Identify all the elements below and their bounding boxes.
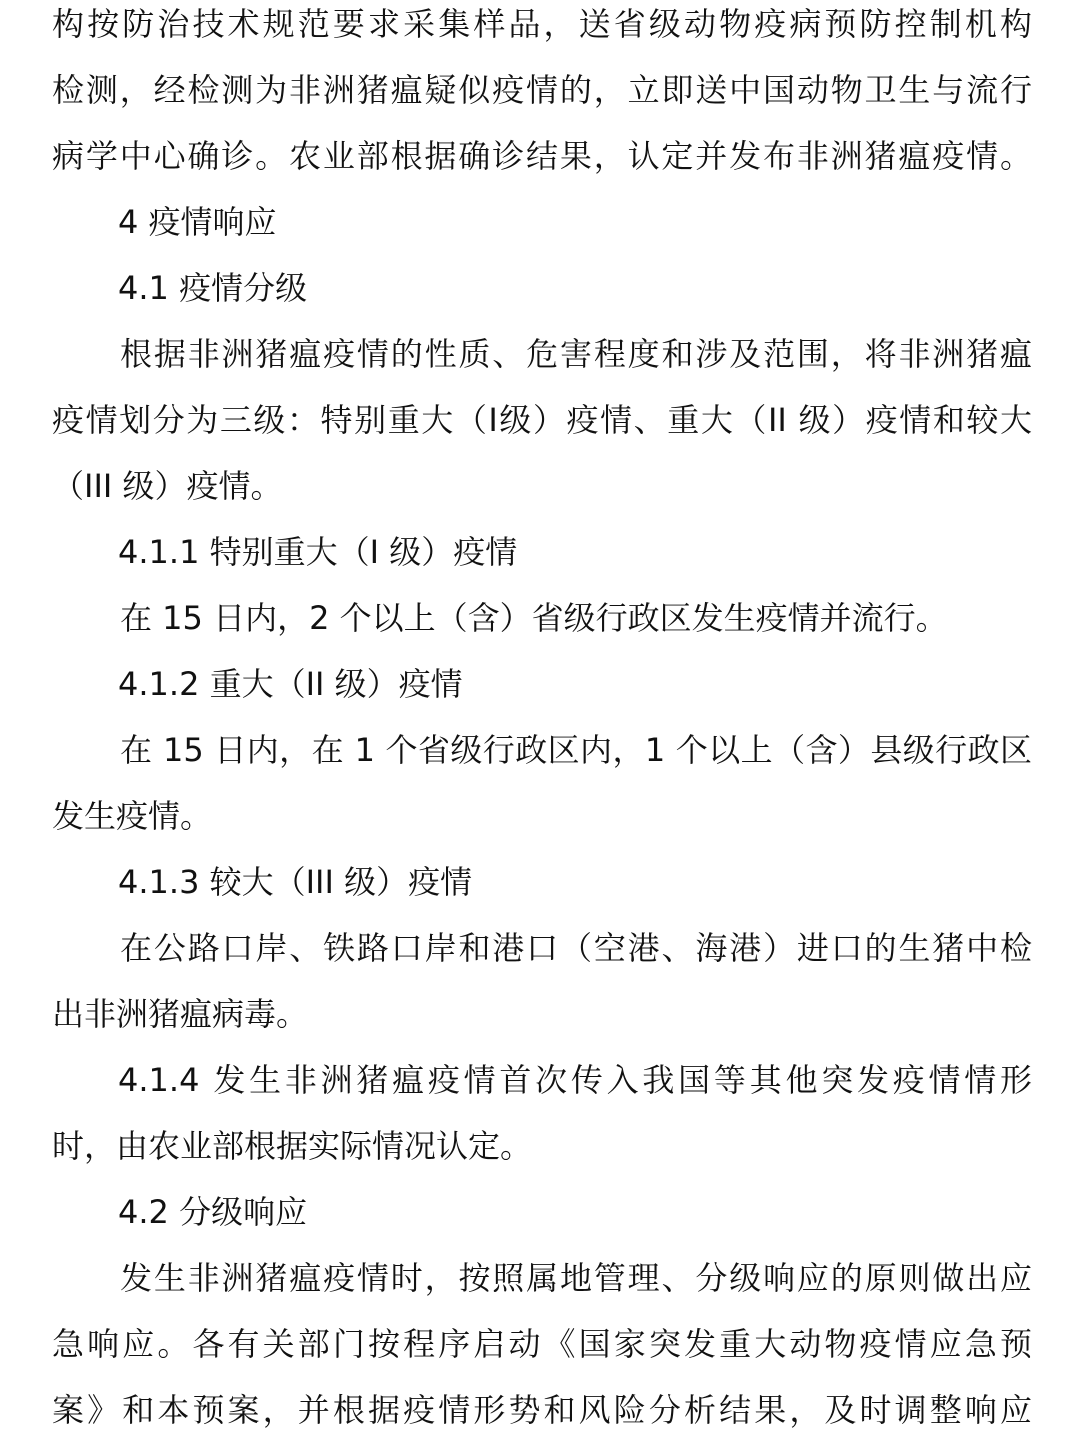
paragraph-line: 病学中心确诊。农业部根据确诊结果，认定并发布非洲猪瘟疫情。 [52, 137, 1032, 175]
paragraph-line: 在 15 日内，2 个以上（含）省级行政区发生疫情并流行。 [120, 599, 948, 637]
paragraph-line: 根据非洲猪瘟疫情的性质、危害程度和涉及范围，将非洲猪瘟 [120, 335, 1032, 373]
paragraph-line: 发生非洲猪瘟疫情时，按照属地管理、分级响应的原则做出应 [120, 1259, 1032, 1297]
section-heading: 4.1.4 发生非洲猪瘟疫情首次传入我国等其他突发疫情情形 [118, 1061, 1032, 1099]
paragraph-line: 构按防治技术规范要求采集样品，送省级动物疫病预防控制机构 [52, 5, 1032, 43]
paragraph-line: 在公路口岸、铁路口岸和港口（空港、海港）进口的生猪中检 [120, 929, 1032, 967]
section-heading: 4.1.3 较大（III 级）疫情 [118, 863, 473, 901]
section-heading: 4 疫情响应 [118, 203, 277, 241]
paragraph-line: （III 级）疫情。 [52, 467, 283, 505]
section-heading: 4.2 分级响应 [118, 1193, 308, 1231]
paragraph-line: 疫情划分为三级：特别重大（Ⅰ级）疫情、重大（II 级）疫情和较大 [52, 401, 1032, 439]
paragraph-line: 急响应。各有关部门按程序启动《国家突发重大动物疫情应急预 [52, 1325, 1032, 1363]
paragraph-line: 时，由农业部根据实际情况认定。 [52, 1127, 533, 1165]
section-heading: 4.1 疫情分级 [118, 269, 308, 307]
paragraph-line: 案》和本预案，并根据疫情形势和风险分析结果，及时调整响应 [52, 1391, 1032, 1429]
section-heading: 4.1.2 重大（II 级）疫情 [118, 665, 463, 703]
paragraph-line: 在 15 日内，在 1 个省级行政区内，1 个以上（含）县级行政区 [120, 731, 1032, 769]
paragraph-line: 出非洲猪瘟病毒。 [52, 995, 309, 1033]
paragraph-line: 检测，经检测为非洲猪瘟疑似疫情的，立即送中国动物卫生与流行 [52, 71, 1032, 109]
paragraph-line: 发生疫情。 [52, 797, 213, 835]
section-heading: 4.1.1 特别重大（I 级）疫情 [118, 533, 518, 571]
